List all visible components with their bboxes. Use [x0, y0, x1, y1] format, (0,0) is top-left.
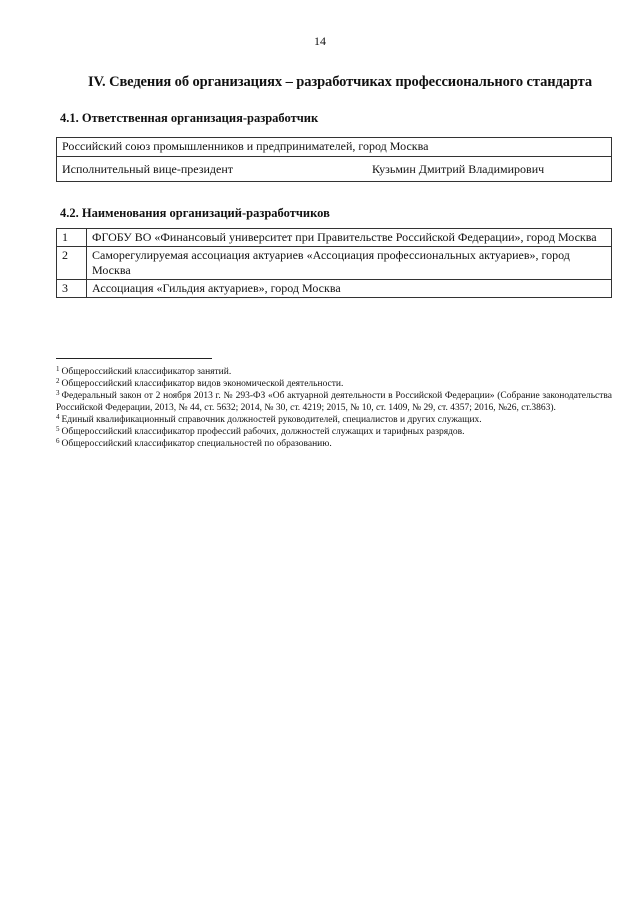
- footnote-text: Общероссийский классификатор профессий рабочих, должностей служащих и тарифных разрядов.: [61, 427, 465, 437]
- footnote: [56, 414, 612, 426]
- row-number: 3: [57, 280, 87, 298]
- footnote-text: Единый квалификационный справочник должностей руководителей, специалистов и других служащих.: [61, 415, 482, 425]
- table-row: [57, 280, 612, 298]
- developer-orgs-heading: 4.2. Наименования организаций-разработчиков: [60, 206, 330, 220]
- footnote-mark: 3: [56, 389, 60, 397]
- footnote-text: Федеральный закон от 2 ноября 2013 г. № 293-ФЗ «Об актуарной деятельности в Российской Федерации» (Собрание законодательства Российской Федерации, 2013, № 44, ст. 5632; 2014, № 30, ст. 4219; 2015, № 10, ст. 1409, № 29, ст. 4357; 2016, №26, ст.3863).: [56, 391, 612, 413]
- footnote-mark: 6: [56, 437, 60, 445]
- developer-orgs-table: [56, 228, 612, 298]
- responsible-person: Кузьмин Дмитрий Владимирович: [367, 157, 612, 182]
- row-number: 1: [57, 229, 87, 247]
- responsible-org-table: [56, 137, 612, 182]
- developer-org-name: ФГОБУ ВО «Финансовый университет при Правительстве Российской Федерации», город Москва: [87, 229, 612, 247]
- table-row: [57, 247, 612, 280]
- footnote-mark: 5: [56, 425, 60, 433]
- footnote-separator: [56, 358, 212, 359]
- developer-org-name: Ассоциация «Гильдия актуариев», город Москва: [87, 280, 612, 298]
- developer-org-name: Саморегулируемая ассоциация актуариев «Ассоциация профессиональных актуариев», город Москва: [87, 247, 612, 280]
- row-number: 2: [57, 247, 87, 280]
- footnote: [56, 366, 612, 378]
- footnote: [56, 426, 612, 438]
- footnote: [56, 378, 612, 390]
- footnote: [56, 438, 612, 450]
- footnote-mark: 1: [56, 365, 60, 373]
- footnote-mark: 4: [56, 413, 60, 421]
- section-title: IV. Сведения об организациях – разработчиках профессионального стандарта: [87, 74, 593, 90]
- table-row: [57, 229, 612, 247]
- responsible-org-name: Российский союз промышленников и предпринимателей, город Москва: [57, 138, 612, 157]
- footnote-text: Общероссийский классификатор видов экономической деятельности.: [61, 379, 344, 389]
- footnote-text: Общероссийский классификатор специальностей по образованию.: [61, 439, 332, 449]
- responsible-position: Исполнительный вице-президент: [57, 157, 368, 182]
- footnotes: [56, 366, 612, 450]
- footnote-mark: 2: [56, 377, 60, 385]
- footnote: [56, 390, 612, 414]
- responsible-org-heading: 4.1. Ответственная организация-разработчик: [60, 111, 319, 125]
- page-number: 14: [314, 34, 326, 48]
- footnote-text: Общероссийский классификатор занятий.: [61, 367, 232, 377]
